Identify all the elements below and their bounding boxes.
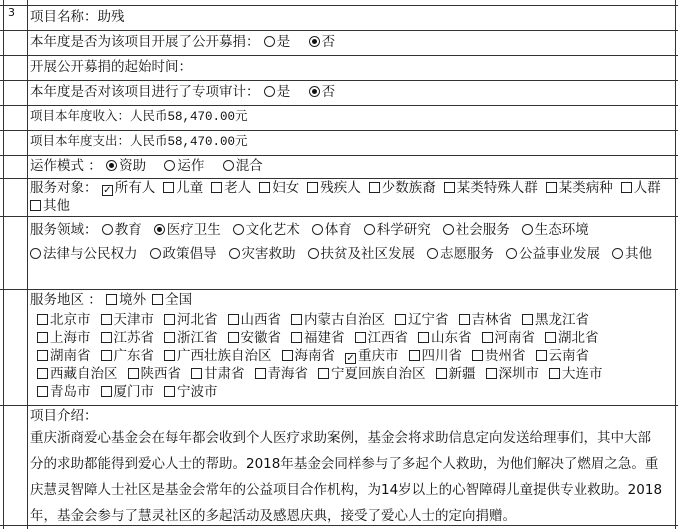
field-option[interactable]: 科学研究 bbox=[364, 218, 431, 242]
radio-icon bbox=[522, 224, 533, 235]
mode-operating[interactable]: 运作 bbox=[164, 157, 204, 175]
region-option[interactable]: 辽宁省 bbox=[395, 311, 449, 329]
checkbox-icon bbox=[486, 368, 497, 379]
public-fundraising-no[interactable]: 否 bbox=[309, 33, 336, 51]
divider bbox=[0, 105, 678, 106]
divider bbox=[0, 80, 678, 81]
radio-selected-icon bbox=[309, 86, 320, 97]
divider bbox=[0, 155, 678, 156]
checkbox-icon bbox=[37, 332, 48, 343]
public-fundraising-label: 本年度是否为该项目开展了公开募捐： bbox=[30, 34, 260, 50]
region-option[interactable]: 福建省 bbox=[291, 329, 345, 347]
target-option[interactable]: 某类病种 bbox=[546, 179, 613, 197]
region-option[interactable]: 深圳市 bbox=[486, 365, 540, 383]
checkbox-icon bbox=[436, 368, 447, 379]
checkbox-icon bbox=[255, 368, 266, 379]
region-option[interactable]: 湖北省 bbox=[545, 329, 599, 347]
regions-top-row bbox=[30, 291, 674, 309]
intro-line: 年，基金会参与了慧灵社区的多起活动及感恩庆典，接受了爱心人士的定向捐赠。 bbox=[30, 508, 516, 524]
region-option[interactable]: 宁夏回族自治区 bbox=[318, 365, 426, 383]
mode-mixed[interactable]: 混合 bbox=[223, 157, 263, 175]
public-fundraising-yes[interactable]: 是 bbox=[264, 33, 291, 51]
special-audit-no[interactable]: 否 bbox=[309, 83, 336, 101]
checkbox-checked-icon: ✓ bbox=[346, 353, 355, 364]
divider bbox=[0, 289, 678, 290]
target-option[interactable]: 妇女 bbox=[259, 179, 299, 197]
checkbox-icon bbox=[164, 386, 175, 397]
region-option[interactable]: 全国 bbox=[152, 291, 192, 309]
region-option[interactable]: 宁波市 bbox=[164, 383, 218, 401]
divider bbox=[0, 5, 678, 6]
field-option[interactable]: 医疗卫生 bbox=[154, 218, 221, 242]
checkbox-icon bbox=[418, 332, 429, 343]
region-option[interactable]: 青海省 bbox=[255, 365, 309, 383]
radio-selected-icon bbox=[154, 224, 165, 235]
region-option[interactable]: 河北省 bbox=[164, 311, 218, 329]
radio-icon bbox=[612, 248, 623, 259]
radio-icon bbox=[264, 86, 275, 97]
region-option[interactable]: 云南省 bbox=[536, 347, 590, 365]
checkbox-icon bbox=[355, 332, 366, 343]
region-option[interactable]: 吉林省 bbox=[459, 311, 513, 329]
checkbox-icon bbox=[282, 350, 293, 361]
radio-icon bbox=[312, 224, 323, 235]
checkbox-icon bbox=[211, 182, 222, 193]
region-line bbox=[37, 383, 677, 401]
target-option[interactable]: 某类特殊人群 bbox=[444, 179, 538, 197]
region-line bbox=[37, 311, 677, 329]
target-option[interactable]: 少数族裔 bbox=[369, 179, 436, 197]
checkbox-icon bbox=[549, 368, 560, 379]
special-audit-label: 本年度是否对该项目进行了专项审计： bbox=[30, 84, 260, 100]
public-fundraising-row bbox=[30, 33, 674, 51]
checkbox-icon bbox=[259, 182, 270, 193]
intro-text bbox=[30, 425, 674, 529]
checkbox-icon bbox=[472, 350, 483, 361]
checkbox-icon bbox=[621, 182, 632, 193]
radio-icon bbox=[164, 160, 175, 171]
checkbox-icon bbox=[164, 350, 175, 361]
region-option[interactable]: 江苏省 bbox=[101, 329, 155, 347]
field-option[interactable]: 文化艺术 bbox=[233, 218, 300, 242]
expense: 项目本年度支出：人民币58,470.00元 bbox=[30, 135, 248, 149]
field-option[interactable]: 体育 bbox=[312, 218, 352, 242]
checkbox-icon bbox=[228, 314, 239, 325]
region-option[interactable]: 四川省 bbox=[409, 347, 463, 365]
checkbox-icon bbox=[545, 332, 556, 343]
region-option[interactable]: ✓ 重庆市 bbox=[346, 348, 399, 364]
radio-icon bbox=[427, 248, 438, 259]
region-option[interactable]: 黑龙江省 bbox=[522, 311, 589, 329]
radio-icon bbox=[308, 248, 319, 259]
region-option[interactable]: 贵州省 bbox=[472, 347, 526, 365]
checkbox-icon bbox=[37, 368, 48, 379]
region-option[interactable]: 上海市 bbox=[37, 329, 91, 347]
radio-icon bbox=[443, 224, 454, 235]
checkbox-icon bbox=[106, 294, 117, 305]
region-option[interactable]: 内蒙古自治区 bbox=[291, 311, 385, 329]
radio-selected-icon bbox=[106, 160, 117, 171]
checkbox-icon bbox=[37, 350, 48, 361]
region-option[interactable]: 广西壮族自治区 bbox=[164, 347, 272, 365]
checkbox-icon bbox=[152, 294, 163, 305]
target-option[interactable]: 人群 bbox=[621, 179, 661, 197]
checkbox-icon bbox=[395, 314, 406, 325]
region-line bbox=[37, 347, 677, 365]
checkbox-icon bbox=[307, 182, 318, 193]
checkbox-icon bbox=[291, 314, 302, 325]
checkbox-icon bbox=[37, 314, 48, 325]
target-option[interactable]: 残疾人 bbox=[307, 179, 361, 197]
checkbox-icon bbox=[318, 368, 329, 379]
radio-icon bbox=[30, 248, 41, 259]
region-option[interactable]: 西藏自治区 bbox=[37, 365, 118, 383]
field-option[interactable]: 教育 bbox=[102, 218, 142, 242]
region-option[interactable]: 北京市 bbox=[37, 311, 91, 329]
divider bbox=[0, 55, 678, 56]
divider bbox=[0, 405, 678, 406]
region-option[interactable]: 安徽省 bbox=[228, 329, 282, 347]
checkbox-icon bbox=[128, 368, 139, 379]
intro-line: 重庆浙商爱心基金会在每年都会收到个人医疗求助案例，基金会将求助信息定向发送给理事们，其中大部 bbox=[30, 430, 651, 446]
radio-icon bbox=[233, 224, 244, 235]
fundraising-start: 开展公开募捐的起始时间： bbox=[30, 59, 192, 75]
region-option[interactable]: 海南省 bbox=[282, 347, 336, 365]
checkbox-icon bbox=[409, 350, 420, 361]
radio-icon bbox=[223, 160, 234, 171]
region-option[interactable]: 山东省 bbox=[418, 329, 472, 347]
checkbox-icon bbox=[522, 314, 533, 325]
field-option[interactable]: 公益事业发展 bbox=[506, 242, 600, 266]
region-option[interactable]: 广东省 bbox=[101, 347, 155, 365]
checkbox-icon bbox=[37, 386, 48, 397]
intro-line: 庆慧灵智障人士社区是基金会常年的公益项目合作机构，为14岁以上的心智障碍儿童提供专业救助。2018 bbox=[30, 482, 663, 498]
divider bbox=[0, 30, 678, 31]
field-option[interactable]: 政策倡导 bbox=[150, 242, 217, 266]
divider bbox=[0, 216, 678, 217]
region-option[interactable]: 河南省 bbox=[482, 329, 536, 347]
checkbox-icon bbox=[101, 332, 112, 343]
region-option[interactable]: 浙江省 bbox=[164, 329, 218, 347]
target-option[interactable]: 老人 bbox=[211, 179, 251, 197]
checkbox-icon bbox=[369, 182, 380, 193]
checkbox-icon bbox=[291, 332, 302, 343]
region-option[interactable]: 江西省 bbox=[355, 329, 409, 347]
checkbox-icon bbox=[444, 182, 455, 193]
special-audit-row bbox=[30, 83, 674, 101]
row-number: 3 bbox=[8, 6, 15, 19]
region-option[interactable]: 山西省 bbox=[228, 311, 282, 329]
checkbox-icon bbox=[536, 350, 547, 361]
income: 项目本年度收入：人民币58,470.00元 bbox=[30, 110, 248, 124]
region-line bbox=[37, 365, 677, 383]
region-option[interactable]: 大连市 bbox=[549, 365, 603, 383]
field-option[interactable]: 灾害救助 bbox=[229, 242, 296, 266]
radio-icon bbox=[102, 224, 113, 235]
checkbox-icon bbox=[30, 200, 41, 211]
field-option[interactable]: 扶贫及社区发展 bbox=[308, 242, 416, 266]
checkbox-icon bbox=[101, 386, 112, 397]
checkbox-icon bbox=[459, 314, 470, 325]
checkbox-icon bbox=[164, 332, 175, 343]
target-option[interactable]: 儿童 bbox=[163, 179, 203, 197]
targets-label: 服务对象： bbox=[30, 180, 98, 196]
region-option[interactable]: 境外 bbox=[106, 291, 146, 309]
field-option[interactable]: 生态环境 bbox=[522, 218, 589, 242]
region-option[interactable]: 新疆 bbox=[436, 365, 476, 383]
field-option[interactable]: 法律与公民权力 bbox=[30, 242, 138, 266]
checkbox-icon bbox=[101, 350, 112, 361]
mode-row bbox=[30, 157, 674, 175]
radio-icon bbox=[229, 248, 240, 259]
checkbox-icon bbox=[228, 332, 239, 343]
radio-icon bbox=[364, 224, 375, 235]
radio-icon bbox=[506, 248, 517, 259]
fields-row bbox=[30, 218, 674, 266]
checkbox-icon bbox=[163, 182, 174, 193]
checkbox-icon bbox=[164, 314, 175, 325]
checkbox-icon bbox=[191, 368, 202, 379]
region-option[interactable]: 甘肃省 bbox=[191, 365, 245, 383]
mode-label: 运作模式 ： bbox=[30, 158, 102, 174]
fields-label: 服务领域： bbox=[30, 222, 98, 238]
radio-icon bbox=[150, 248, 161, 259]
checkbox-checked-icon: ✓ bbox=[103, 185, 112, 196]
checkbox-icon bbox=[101, 314, 112, 325]
radio-icon bbox=[264, 36, 275, 47]
checkbox-icon bbox=[546, 182, 557, 193]
field-option[interactable]: 社会服务 bbox=[443, 218, 510, 242]
regions-grid bbox=[37, 311, 677, 401]
project-name: 项目名称：助残 bbox=[30, 9, 125, 25]
field-option[interactable]: 志愿服务 bbox=[427, 242, 494, 266]
checkbox-icon bbox=[482, 332, 493, 343]
radio-selected-icon bbox=[309, 36, 320, 47]
target-option[interactable]: ✓ 所有人 bbox=[103, 180, 156, 196]
regions-label: 服务地区 ： bbox=[30, 292, 102, 308]
special-audit-yes[interactable]: 是 bbox=[264, 83, 291, 101]
region-option[interactable]: 厦门市 bbox=[101, 383, 155, 401]
divider bbox=[0, 130, 678, 131]
region-option[interactable]: 天津市 bbox=[101, 311, 155, 329]
field-option[interactable]: 其他 bbox=[612, 242, 652, 266]
intro-line: 分的求助都能得到爱心人士的帮助。2018年基金会同样参与了多起个人救助，为他们解决了燃眉之急。重 bbox=[30, 456, 659, 472]
region-option[interactable]: 青岛市 bbox=[37, 383, 91, 401]
targets-row bbox=[30, 179, 674, 215]
intro-label: 项目介绍： bbox=[30, 408, 98, 424]
target-option[interactable]: 其他 bbox=[30, 197, 70, 215]
mode-funding[interactable]: 资助 bbox=[106, 157, 146, 175]
region-line bbox=[37, 329, 677, 347]
region-option[interactable]: 陕西省 bbox=[128, 365, 182, 383]
region-option[interactable]: 湖南省 bbox=[37, 347, 91, 365]
